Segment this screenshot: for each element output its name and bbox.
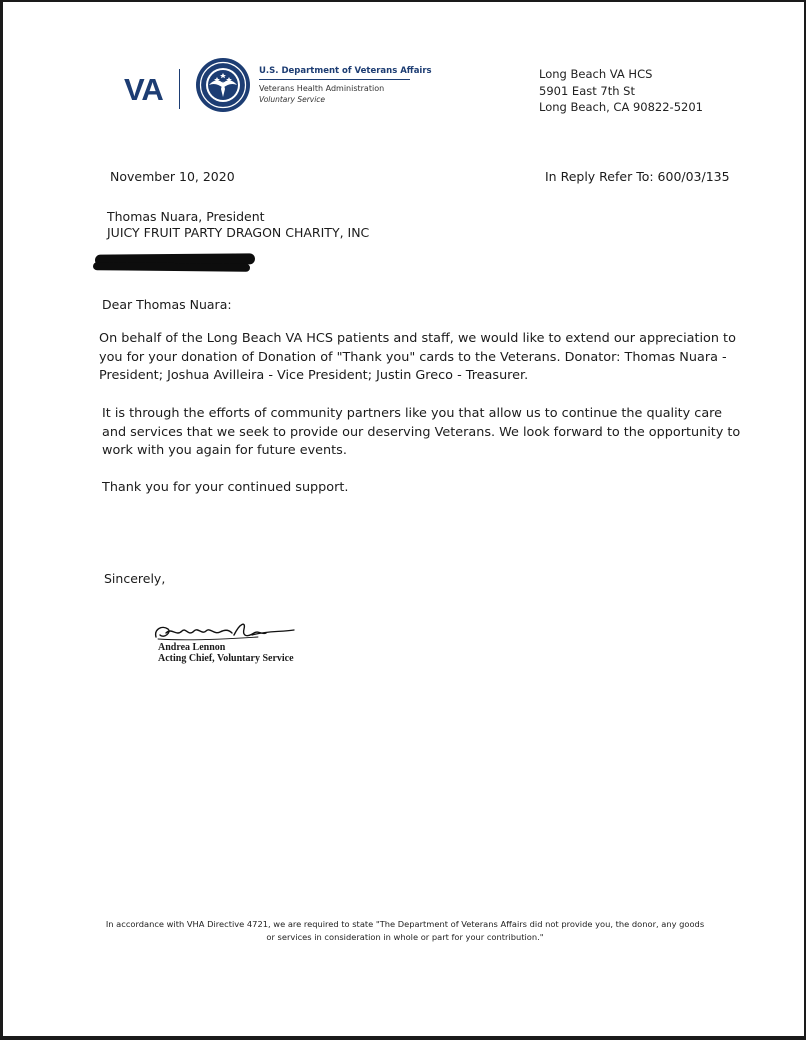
closing: Sincerely,	[104, 571, 166, 586]
department-divider	[259, 79, 410, 80]
letter-date: November 10, 2020	[110, 169, 235, 184]
letter-page	[3, 2, 804, 1036]
signature-image	[148, 615, 298, 645]
address-line: 5901 East 7th St	[539, 83, 635, 98]
recipient-organization: JUICY FRUIT PARTY DRAGON CHARITY, INC	[107, 225, 370, 240]
footer-disclaimer: In accordance with VHA Directive 4721, we are required to state "The Department of Veterans Affairs did not provide you, the donor, any goods or services in consideration in whole or part for your contribution."	[105, 919, 705, 942]
salutation: Dear Thomas Nuara:	[102, 297, 232, 312]
recipient-block	[107, 209, 369, 241]
service-name: Voluntary Service	[259, 95, 326, 104]
va-logo: VA	[124, 72, 163, 107]
body-paragraph: Thank you for your continued support.	[102, 480, 349, 495]
sender-address	[539, 66, 703, 116]
address-line: Long Beach VA HCS	[539, 67, 653, 81]
body-paragraph: It is through the efforts of community partners like you that allow us to continue the quality care and services that we seek to provide our deserving Veterans. We look forward to the opportunity to work with you again for future events.	[102, 406, 741, 458]
signer-title: Acting Chief, Voluntary Service	[158, 653, 294, 664]
recipient-name: Thomas Nuara, President	[107, 209, 265, 224]
redaction-mark	[93, 262, 250, 272]
va-seal-icon	[195, 57, 251, 113]
administration-name: Veterans Health Administration	[259, 84, 385, 93]
address-line: Long Beach, CA 90822-5201	[539, 100, 703, 114]
signer-name: Andrea Lennon	[158, 642, 226, 653]
logo-divider	[179, 69, 180, 109]
body-paragraph: On behalf of the Long Beach VA HCS patients and staff, we would like to extend our appreciation to you for your donation of Donation of "Thank you" cards to the Veterans. Donator: Thomas Nuara - President; Joshua Avilleira - Vice President; Justin Greco - Treasurer.	[99, 331, 736, 383]
department-name: U.S. Department of Veterans Affairs	[259, 66, 432, 76]
reply-reference: In Reply Refer To: 600/03/135	[545, 169, 730, 184]
